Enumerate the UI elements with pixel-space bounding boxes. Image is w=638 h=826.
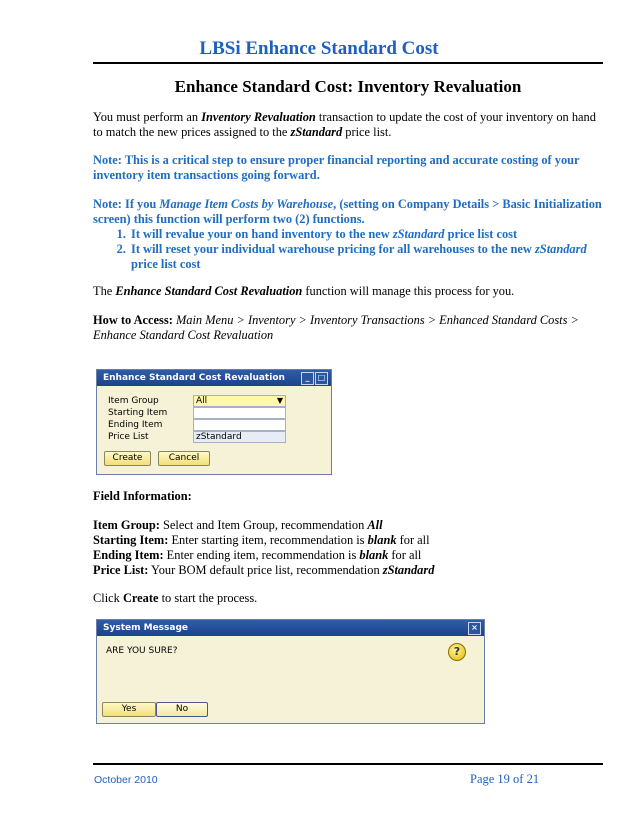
maximize-icon[interactable]: □ bbox=[315, 372, 328, 385]
field-list bbox=[93, 518, 605, 578]
note2-text-2: , (setting on Company Details > Basic Initialization screen) this function will perform two (2) functions. bbox=[93, 197, 602, 226]
intro-text-2: transaction to update the cost of your inventory on hand to match the new prices assigned to the bbox=[93, 110, 596, 139]
field-item-group: Item Group: Select and Item Group, recommendation All bbox=[93, 518, 383, 532]
yes-button[interactable]: Yes bbox=[102, 702, 156, 717]
label-ending-item: Ending Item bbox=[108, 420, 163, 430]
label-item-group: Item Group bbox=[108, 396, 159, 406]
dropdown-arrow-icon: ▼ bbox=[276, 396, 283, 405]
no-button[interactable]: No bbox=[156, 702, 208, 717]
intro-text-1: You must perform an bbox=[93, 110, 202, 124]
note2-list-item-2: 2. It will reset your individual warehouse pricing for all warehouses to the new zStandard price list cost bbox=[129, 242, 605, 272]
note-critical-step: Note: This is a critical step to ensure proper financial reporting and accurate costing of your inventory item transactions going forward. bbox=[93, 153, 580, 182]
note2-list-item-1: 1. It will revalue your on hand inventory to the new zStandard price list cost bbox=[129, 227, 605, 242]
revaluation-dialog-titlebar bbox=[97, 370, 331, 386]
intro-term-zstandard: zStandard bbox=[290, 125, 343, 139]
price-list-input[interactable]: zStandard bbox=[193, 431, 286, 443]
field-information-heading: Field Information: bbox=[93, 489, 192, 503]
footer-date: October 2010 bbox=[94, 774, 158, 786]
system-message-titlebar bbox=[97, 620, 484, 636]
note2-text-1: Note: If you bbox=[93, 197, 160, 211]
intro-text-3: price list. bbox=[342, 125, 392, 139]
field-starting-item: Starting Item: Enter starting item, recommendation is blank for all bbox=[93, 533, 430, 547]
revaluation-dialog-title: Enhance Standard Cost Revaluation bbox=[103, 373, 285, 383]
note2-list bbox=[93, 227, 605, 272]
system-message-text: ARE YOU SURE? bbox=[106, 646, 178, 656]
label-starting-item: Starting Item bbox=[108, 408, 168, 418]
ending-item-input[interactable] bbox=[193, 419, 286, 431]
access-label: How to Access: bbox=[93, 313, 173, 327]
system-message-title: System Message bbox=[103, 623, 189, 633]
create-button[interactable]: Create bbox=[104, 451, 151, 466]
note-warehouse bbox=[93, 197, 605, 272]
minimize-icon[interactable]: _ bbox=[301, 372, 314, 385]
function-name: Enhance Standard Cost Revaluation bbox=[115, 284, 303, 298]
question-icon: ? bbox=[448, 643, 466, 661]
item-group-select[interactable]: All ▼ bbox=[193, 395, 286, 407]
access-path: Main Menu > Inventory > Inventory Transactions > Enhanced Standard Costs > Enhance Standard Cost Revaluation bbox=[93, 313, 579, 342]
document-title: Enhance Standard Cost: Inventory Revaluation bbox=[174, 77, 522, 96]
manage-paragraph: The Enhance Standard Cost Revaluation function will manage this process for you. bbox=[93, 284, 515, 298]
note2-setting-name: Manage Item Costs by Warehouse bbox=[159, 197, 334, 211]
intro-paragraph bbox=[93, 110, 605, 140]
footer-rule bbox=[93, 763, 603, 765]
starting-item-input[interactable] bbox=[193, 407, 286, 419]
close-icon[interactable]: × bbox=[468, 622, 481, 635]
header-title: LBSi Enhance Standard Cost bbox=[199, 38, 439, 59]
system-message-dialog bbox=[96, 619, 485, 724]
footer-page-number: Page 19 of 21 bbox=[470, 772, 540, 786]
click-create-paragraph: Click Create to start the process. bbox=[93, 591, 258, 605]
header-rule bbox=[93, 62, 603, 64]
field-ending-item: Ending Item: Enter ending item, recommendation is blank for all bbox=[93, 548, 422, 562]
intro-term-revaluation: Inventory Revaluation bbox=[201, 110, 316, 124]
how-to-access bbox=[93, 313, 605, 343]
revaluation-dialog bbox=[96, 369, 332, 475]
cancel-button[interactable]: Cancel bbox=[158, 451, 210, 466]
label-price-list: Price List bbox=[108, 432, 149, 442]
field-price-list: Price List: Your BOM default price list, recommendation zStandard bbox=[93, 563, 435, 577]
